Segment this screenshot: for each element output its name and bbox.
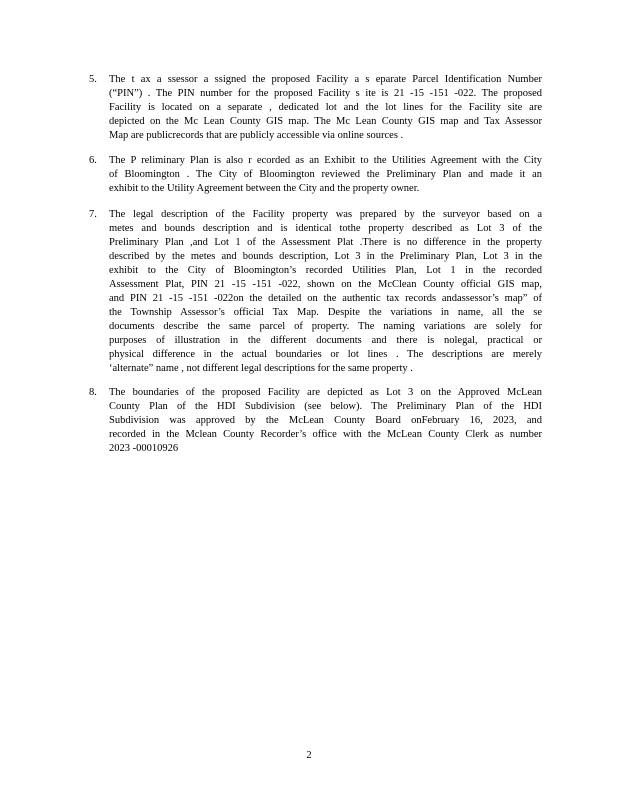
paragraph-body [109, 386, 542, 456]
paragraph-body [109, 208, 542, 376]
text-line: and PIN 21 -15 -151 -022on the detailed on the authentic tax records andassessor’s map” of [109, 293, 542, 304]
text-line: recorded in the Mclean County Recorder’s office with the McLean County Clerk as number [109, 429, 542, 440]
text-line: physical difference in the actual boundaries or lot lines . The descriptions are merely [109, 349, 542, 360]
text-line: documents describe the same parcel of property. The naming variations are solely for [109, 321, 542, 332]
paragraph-number: 8. [89, 387, 97, 398]
paragraph-number: 6. [89, 155, 97, 166]
text-line: purposes of illustration in the different documents and there is nolegal, practical or [109, 335, 542, 346]
paragraph-number: 5. [89, 74, 97, 85]
text-line: exhibit to the City of Bloomington’s recorded Utilities Plan, Lot 1 in the recorded [109, 265, 542, 276]
text-line: ‘alternate” name , not different legal descriptions for the same property . [109, 363, 413, 374]
text-line: exhibit to the Utility Agreement between the City and the property owner. [109, 183, 420, 194]
text-line: County Plan of the HDI Subdivision (see below). The Preliminary Plan of the HDI [109, 401, 542, 412]
text-line: The legal description of the Facility property was prepared by the surveyor based on a [109, 209, 542, 220]
paragraph-number: 7. [89, 209, 97, 220]
text-line: Facility is located on a separate , dedicated lot and the lot lines for the Facility site are [109, 102, 542, 113]
text-line: (“PIN”) . The PIN number for the proposed Facility s ite is 21 -15 -151 -022. The proposed [109, 88, 542, 99]
text-line: metes and bounds description and is identical tothe property described as Lot 3 of the [109, 223, 542, 234]
text-line: of Bloomington . The City of Bloomington reviewed the Preliminary Plan and made it an [109, 169, 542, 180]
text-line: Preliminary Plan ,and Lot 1 of the Assessment Plat .There is no difference in the property [109, 237, 542, 248]
text-line: described by the metes and bounds description, Lot 3 in the Preliminary Plan, Lot 3 in the [109, 251, 542, 262]
text-line: the Township Assessor’s official Tax Map. Despite the variations in name, all the se [109, 307, 542, 318]
text-line: Map are publicrecords that are publicly accessible via online sources . [109, 130, 404, 141]
text-line: depicted on the Mc Lean County GIS map. The Mc Lean County GIS map and Tax Assessor [109, 116, 542, 127]
text-line: The P reliminary Plan is also r ecorded as an Exhibit to the Utilities Agreement with the City [109, 155, 542, 166]
page-number: 2 [306, 750, 312, 761]
text-line: Assessment Plat, PIN 21 -15 -151 -022, shown on the McClean County official GIS map, [109, 279, 542, 290]
paragraph-body [109, 154, 542, 196]
paragraph-body [109, 73, 542, 143]
text-line: Subdivision was approved by the McLean County Board onFebruary 16, 2023, and [109, 415, 542, 426]
text-line: The boundaries of the proposed Facility are depicted as Lot 3 on the Approved McLean [109, 387, 542, 398]
text-line: 2023 -00010926 [109, 443, 179, 454]
text-line: The t ax a ssessor a ssigned the proposed Facility a s eparate Parcel Identification Number [109, 74, 542, 85]
